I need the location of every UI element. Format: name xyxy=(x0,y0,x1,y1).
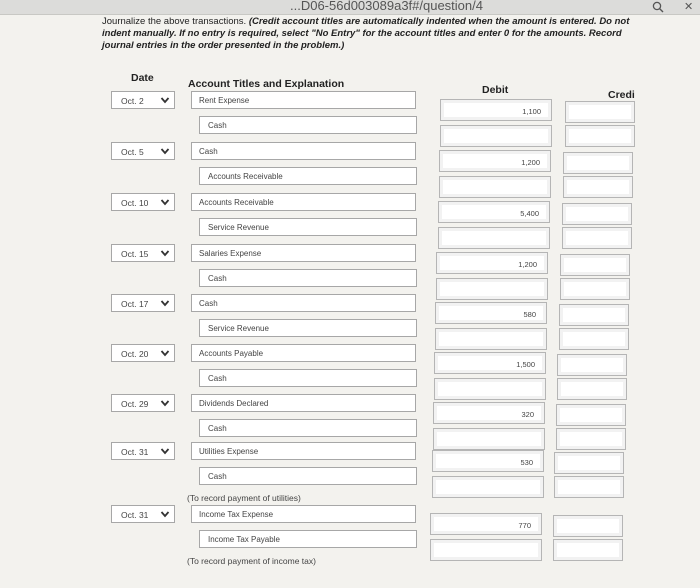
credit-account-text: Cash xyxy=(208,121,227,130)
credit-account-text: Cash xyxy=(208,374,227,383)
date-select[interactable] xyxy=(111,442,175,460)
journal-credit-row xyxy=(0,419,700,441)
date-value: Oct. 15 xyxy=(121,249,149,259)
url-text[interactable]: ...D06-56d003089a3f#/question/4 xyxy=(290,0,483,13)
debit-account-text: Cash xyxy=(199,299,218,308)
credit-account-input[interactable] xyxy=(199,167,417,185)
debit-account-text: Income Tax Expense xyxy=(199,510,274,519)
date-value: Oct. 31 xyxy=(121,447,149,457)
debit-amount-value: 1,200 xyxy=(518,260,537,269)
instructions-emphasis: (Credit account titles are automatically indented when the amount is entered. Do not indent manually. If no entry is required, select "No Entry" for the account titles and enter 0 for the amounts. Record journal entries in the order presented in the problem.) xyxy=(102,16,630,51)
date-value: Oct. 17 xyxy=(121,299,149,309)
journal-debit-row xyxy=(0,294,700,319)
journal-credit-row xyxy=(0,467,700,489)
journal-debit-row xyxy=(0,91,700,116)
debit-amount-value: 530 xyxy=(520,458,533,467)
credit-account-input[interactable] xyxy=(199,319,417,337)
entry-explanation: (To record payment of income tax) xyxy=(187,556,316,566)
date-select[interactable] xyxy=(111,344,175,362)
credit-account-text: Service Revenue xyxy=(208,324,269,333)
date-select[interactable] xyxy=(111,244,175,262)
credit-account-input[interactable] xyxy=(199,419,417,437)
journal-debit-row xyxy=(0,344,700,369)
credit-amount-input[interactable] xyxy=(553,539,623,561)
debit-account-input[interactable] xyxy=(191,193,416,211)
credit-account-text: Cash xyxy=(208,472,227,481)
chevron-down-icon xyxy=(160,509,170,519)
chevron-down-icon xyxy=(160,348,170,358)
debit-amount-value: 1,200 xyxy=(521,158,540,167)
instructions-lead: Journalize the above transactions. xyxy=(102,16,247,27)
date-select[interactable] xyxy=(111,394,175,412)
date-value: Oct. 2 xyxy=(121,96,144,106)
chevron-down-icon xyxy=(160,298,170,308)
date-value: Oct. 29 xyxy=(121,399,149,409)
journal-debit-row xyxy=(0,244,700,269)
journal-credit-row xyxy=(0,218,700,240)
debit-amount-input[interactable] xyxy=(432,476,544,498)
debit-account-input[interactable] xyxy=(191,344,416,362)
chevron-down-icon xyxy=(160,446,170,456)
debit-amount-input[interactable] xyxy=(430,539,542,561)
date-value: Oct. 20 xyxy=(121,349,149,359)
credit-account-text: Service Revenue xyxy=(208,223,269,232)
journal-debit-row xyxy=(0,193,700,218)
debit-account-input[interactable] xyxy=(191,505,416,523)
entry-explanation: (To record payment of utilities) xyxy=(187,493,301,503)
debit-account-input[interactable] xyxy=(191,294,416,312)
journal-credit-row xyxy=(0,116,700,138)
date-select[interactable] xyxy=(111,91,175,109)
debit-amount-value: 580 xyxy=(523,310,536,319)
credit-account-input[interactable] xyxy=(199,530,417,548)
debit-account-text: Cash xyxy=(199,147,218,156)
chevron-down-icon xyxy=(160,398,170,408)
debit-account-input[interactable] xyxy=(191,442,416,460)
chevron-down-icon xyxy=(160,248,170,258)
journal-debit-row xyxy=(0,142,700,167)
credit-account-input[interactable] xyxy=(199,269,417,287)
debit-column-header: Debit xyxy=(482,84,509,96)
credit-account-text: Cash xyxy=(208,274,227,283)
debit-account-text: Utilities Expense xyxy=(199,447,259,456)
date-select[interactable] xyxy=(111,193,175,211)
journal-credit-row xyxy=(0,530,700,552)
search-icon[interactable] xyxy=(652,1,664,13)
debit-amount-value: 5,400 xyxy=(520,209,539,218)
credit-account-text: Income Tax Payable xyxy=(208,535,280,544)
debit-account-input[interactable] xyxy=(191,244,416,262)
credit-account-input[interactable] xyxy=(199,218,417,236)
journal-credit-row xyxy=(0,319,700,341)
account-column-header: Account Titles and Explanation xyxy=(188,78,345,90)
debit-amount-value: 1,100 xyxy=(522,107,541,116)
instructions xyxy=(102,16,642,52)
date-select[interactable] xyxy=(111,294,175,312)
journal-debit-row xyxy=(0,442,700,467)
credit-account-input[interactable] xyxy=(199,116,417,134)
date-column-header: Date xyxy=(131,72,154,84)
credit-account-text: Cash xyxy=(208,424,227,433)
chevron-down-icon xyxy=(160,146,170,156)
date-value: Oct. 10 xyxy=(121,198,149,208)
date-value: Oct. 31 xyxy=(121,510,149,520)
credit-amount-input[interactable] xyxy=(554,476,624,498)
close-icon[interactable]: ✕ xyxy=(684,1,694,13)
debit-amount-value: 320 xyxy=(521,410,534,419)
credit-account-text: Accounts Receivable xyxy=(208,172,283,181)
debit-account-input[interactable] xyxy=(191,91,416,109)
credit-account-input[interactable] xyxy=(199,467,417,485)
journal-credit-row xyxy=(0,369,700,391)
journal-credit-row xyxy=(0,167,700,189)
debit-account-text: Dividends Declared xyxy=(199,399,269,408)
debit-amount-value: 770 xyxy=(518,521,531,530)
date-select[interactable] xyxy=(111,505,175,523)
journal-debit-row xyxy=(0,505,700,530)
chevron-down-icon xyxy=(160,95,170,105)
browser-address-bar xyxy=(0,0,700,15)
credit-account-input[interactable] xyxy=(199,369,417,387)
date-value: Oct. 5 xyxy=(121,147,144,157)
debit-account-input[interactable] xyxy=(191,142,416,160)
debit-account-text: Accounts Receivable xyxy=(199,198,274,207)
chevron-down-icon xyxy=(160,197,170,207)
debit-account-text: Rent Expense xyxy=(199,96,250,105)
journal-debit-row xyxy=(0,394,700,419)
journal-credit-row xyxy=(0,269,700,291)
credit-column-header: Credi xyxy=(608,89,635,101)
debit-account-input[interactable] xyxy=(191,394,416,412)
date-select[interactable] xyxy=(111,142,175,160)
debit-account-text: Accounts Payable xyxy=(199,349,264,358)
debit-amount-value: 1,500 xyxy=(516,360,535,369)
debit-account-text: Salaries Expense xyxy=(199,249,262,258)
